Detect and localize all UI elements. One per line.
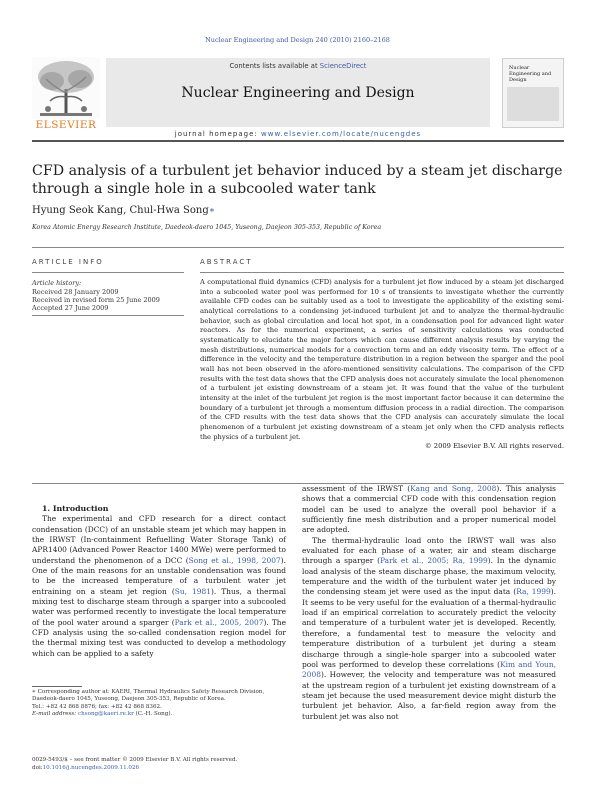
intro-paragraph-1: The experimental and CFD research for a direct contact condensation (DCC) of an unstable steam jet which may happen in the IRWST (In-containment Refuelling Water Storage Tank) of APR1400 (Advanced Power Reactor 1400 MWe) were performed to understand the phenomenon of a DCC (Song et al., 1998, 2007). One of the main reasons for an unstable condensation was found to be the increased temperature of a turbulent water jet entraining on a steam jet region (Su, 1981). Thus, a thermal mixing test to discharge steam through a sparger into a subcooled water was performed recently to investigate the local temperature of the pool water around a sparger (Park et al., 2005, 2007). The CFD analysis using the so-called condensation region model for the thermal mixing test was conducted to develop a methodology which can be applied to a safety	[32, 514, 287, 658]
citation-link[interactable]: Ra, 1999	[516, 587, 551, 597]
abstract-text: A computational fluid dynamics (CFD) analysis for a turbulent jet flow induced by a steam jet discharged into a subcooled water pool was performed for 10 s of transients to investigate whether the currently available CFD codes can be suitably used as a tool to investigate the applicability of the existing semi-analytical correlations to a condensing jet-induced turbulent jet and to analyze the thermal-hydraulic behavior, such as global circulation and local hot spot, in a condensation pool for advanced light water reactors. As for the numerical experiment, a series of sensitivity calculations was conducted systematically to elucidate the major factors which can cause different analysis results by varying the mesh distributions, numerical models for a convection term and an eddy viscosity term. The effect of a difference in the velocity and the temperature distribution in a region between the sparger and the pool wall has not been observed in the afore-mentioned sensitivity calculations. The comparison of the CFD results with the test data shows that the CFD analysis does not accurately simulate the local phenomenon of a turbulent jet existing downstream of a steam jet. It was found that the value of the turbulent intensity at the inlet of the turbulent jet region is the most important factor because it can determine the boundary of a turbulent jet through a momentum diffusion process in a radial direction. The comparison of the CFD results with the test data shows that the CFD analysis can accurately simulate the local phenomenon of a turbulent jet existing downstream of a steam jet only when the CFD analysis reflects the physics of a turbulent jet. © 2009 Elsevier B.V. All rights reserved.	[200, 278, 564, 451]
sciencedirect-link[interactable]: ScienceDirect	[319, 62, 367, 70]
introduction-heading: 1. Introduction	[42, 504, 109, 513]
body-column-right	[302, 484, 556, 722]
citation-link[interactable]: Park et al., 2005; Ra, 1999	[380, 556, 488, 566]
journal-reference[interactable]: Nuclear Engineering and Design 240 (2010) 2160–2168	[205, 36, 390, 44]
journal-cover-thumbnail	[502, 58, 564, 128]
citation-link[interactable]: Kang and Song, 2008	[410, 484, 497, 493]
intro-paragraph-1-cont: assessment of the IRWST (Kang and Song, 2008). This analysis shows that a commercial CFD code with this condensation region model can be used to analyze the overall pool behavior if a sufficiently fine mesh distribution and a proper numerical model are adopted.	[302, 484, 556, 535]
received-date: Received 28 January 2009	[32, 288, 119, 296]
citation-link[interactable]: Song et al., 1998, 2007	[188, 555, 281, 565]
front-matter-info: 0029-5493/$ – see front matter © 2009 Elsevier B.V. All rights reserved. doi:10.1016/j.nucengdes.2009.11.026	[32, 757, 238, 771]
body-column-left	[32, 504, 286, 659]
citation-link[interactable]: Su, 1981	[174, 586, 211, 596]
header-divider	[32, 140, 564, 142]
contents-line: Contents lists available at ScienceDirect	[229, 62, 367, 70]
intro-paragraph-2: The thermal-hydraulic load onto the IRWST wall was also evaluated for each phase of a water, air and steam discharge through a sparger (Park et al., 2005; Ra, 1999). In the dynamic load analysis of the steam discharge phase, the maximum velocity, temperature and the width of the turbulent water jet induced by the condensing steam jet were used as the input data (Ra, 1999). It seems to be very useful for the evaluation of a thermal-hydraulic load if an empirical correlation to accurately predict the velocity and temperature of a turbulent water jet is developed. Recently, therefore, a fundamental test to measure the velocity and temperature distribution of a turbulent jet during a steam discharge through a single-hole sparger into a subcooled water pool was performed to develop these correlations (Kim and Youn, 2008). However, the velocity and temperature was not measured at the upstream region of a turbulent jet existing downstream of a steam jet because the used measurement device might disturb the turbulent jet behavior. Also, a far-field region away from the turbulent jet was also not	[302, 535, 556, 721]
corresponding-author-mark[interactable]: ∗	[208, 206, 215, 216]
abstract-heading: ABSTRACT	[200, 258, 253, 266]
homepage-link[interactable]: www.elsevier.com/locate/nucengdes	[261, 130, 422, 138]
copyright-notice: © 2009 Elsevier B.V. All rights reserved.	[424, 442, 564, 451]
citation-link[interactable]: Park et al., 2005, 2007	[174, 617, 264, 627]
citation-link[interactable]: Kim and Youn, 2008	[302, 659, 556, 680]
corresponding-author-footnote: ∗ Corresponding author at: KAERI, Thermal Hydraulics Safety Research Division, Daedeok-daero 1045, Yuseong, Daejeon 305-353, Republic of Korea. Tel.: +82 42 868 8876; fax: +82 42 868 8362. E-mail address: chsong@kaeri.re.kr (C.-H. Song).	[32, 689, 265, 718]
doi-link[interactable]: 10.1016/j.nucengdes.2009.11.026	[42, 765, 140, 771]
publisher-name: ELSEVIER	[35, 119, 97, 131]
authors: Hyung Seok Kang, Chul-Hwa Song∗	[32, 205, 215, 216]
article-history-label: Article history:	[32, 279, 82, 287]
accepted-date: Accepted 27 June 2009	[32, 304, 109, 312]
journal-homepage: journal homepage: www.elsevier.com/locate/nucengdes	[174, 130, 422, 138]
section-divider	[32, 247, 564, 248]
journal-title: Nuclear Engineering and Design	[181, 85, 415, 101]
revised-date: Received in revised form 25 June 2009	[32, 296, 160, 304]
email-link[interactable]: chsong@kaeri.re.kr	[77, 711, 134, 718]
journal-header	[32, 57, 564, 137]
article-title: CFD analysis of a turbulent jet behavior induced by a steam jet discharge through a single hole in a subcooled water tank	[32, 163, 563, 197]
header-band	[106, 58, 490, 127]
cover-title: Nuclear Engineering and Design	[509, 65, 552, 83]
article-info-heading: ARTICLE INFO	[32, 258, 104, 266]
affiliation: Korea Atomic Energy Research Institute, Daedeok-daero 1045, Yuseong, Daejeon 305-353, Republic of Korea	[32, 224, 382, 231]
